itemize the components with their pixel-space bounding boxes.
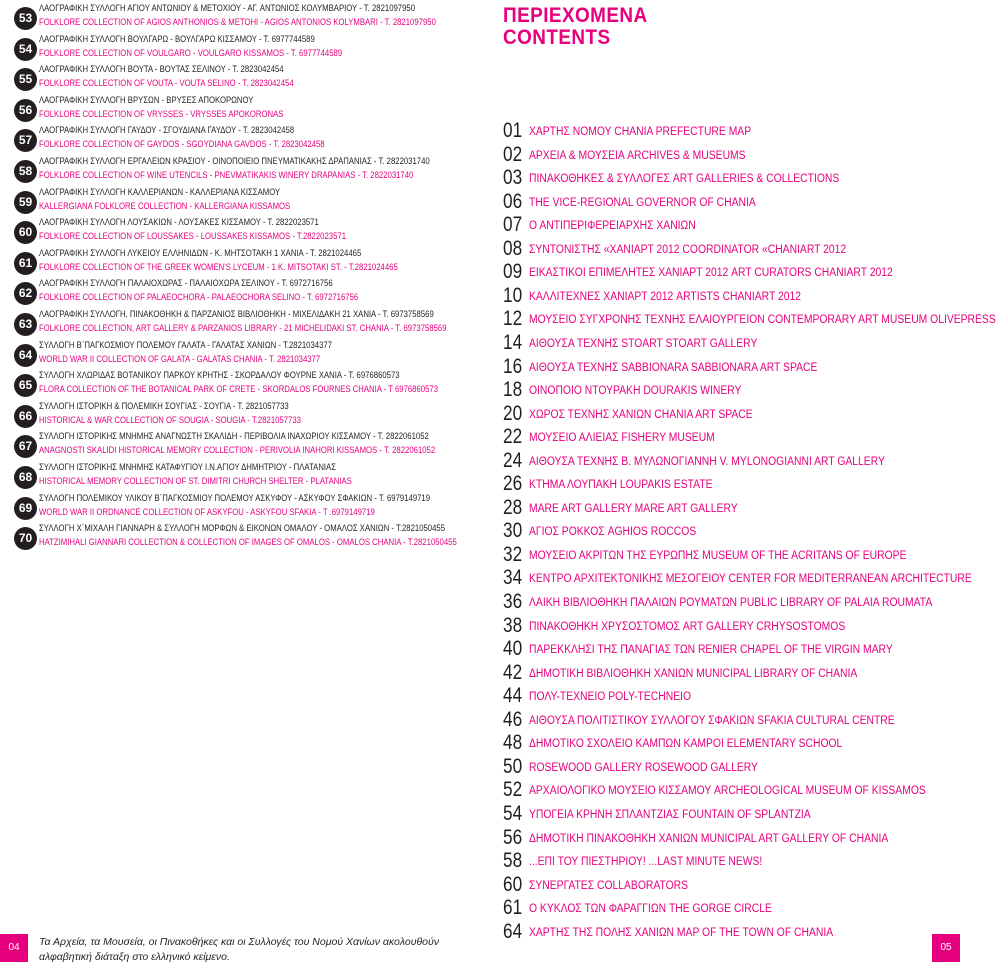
toc-title [529,809,811,822]
toc-title [529,903,772,916]
entry-english-text: FOLKLORE COLLECTION OF GAYDOS - SGOYDIANA GAVDOS - T. 2823042458 [39,139,325,150]
entry-greek-text: ΛΑΟΓΡΑΦΙΚΗ ΣΥΛΛΟΓΗ ΛΥΚΕΙΟΥ ΕΛΛΗΝΙΔΩΝ - Κ. ΜΗΤΣΟΤΑΚΗ 1 ΧΑΝΙΑ - Τ. 2821024465 [39,247,362,258]
toc-title-english: KAMPOI ELEMENTARY SCHOOL [683,738,843,751]
entry-number-badge: 67 [14,435,37,458]
toc-title-greek: ΧΩΡΟΣ ΤΕΧΝΗΣ ΧΑΝΙΩΝ [529,408,652,421]
entry-number-badge: 63 [14,313,37,336]
toc-title-english: PUBLIC LIBRARY OF PALAIA ROUMATA [739,597,933,609]
toc-title-greek: ΠΑΡΕΚΚΛΗΣΙ ΤΗΣ ΠΑΝΑΓΙΑΣ ΤΩΝ RENIER [529,644,738,657]
toc-title-english: FOUNTAIN OF SPLANTZIA [682,808,811,821]
entry-greek-text: ΛΑΟΓΡΑΦΙΚΗ ΣΥΛΛΟΓΗ ΛΟΥΣΑΚΙΩΝ - ΛΟΥΣΑΚΕΣ ΚΙΣΣΑΜΟΥ - Τ. 2822023571 [39,217,319,228]
toc-title [529,267,893,280]
toc-page-number: 12 [503,307,523,331]
toc-page-number: 36 [503,590,523,613]
entry-number-badge: 60 [14,221,37,244]
footnote-line-1: Τα Αρχεία, τα Μουσεία, οι Πινακοθήκες και οι Συλλογές του Νομού Χανίων ακολουθούν [39,936,440,948]
toc-title-greek: ΑΓΙΟΣ ΡΟΚΚΟΣ [529,526,605,539]
toc-title-greek: ΑΙΘΟΥΣΑ ΤΕΧΝΗΣ STOART [529,337,663,350]
toc-page-number: 06 [503,189,523,213]
entry-english-text: FLORA COLLECTION OF THE BOTANICAL PARK OF CRETE - SKORDALOS FOURNES CHANIA - T 6976860573 [39,384,439,395]
toc-page-number: 48 [503,731,523,755]
toc-page-number: 02 [503,142,523,166]
toc-title [529,291,801,304]
toc-title [529,550,906,563]
footnote [39,935,459,965]
toc-title-greek: ΚΑΛΛΙΤΕΧΝΕΣ ΧΑΝΙΑΡΤ 2012 [529,290,674,303]
entry-greek-text: ΣΥΛΛΟΓΗ ΙΣΤΟΡΙΚΗ & ΠΟΛΕΜΙΚΗ ΣΟΥΓΙΑΣ - ΣΟΥΓΙΑ - Τ. 2821057733 [39,400,289,411]
toc-title-english: ART GALLERIES & COLLECTIONS [672,173,840,186]
toc-title-english: CENTER FOR MEDITERRANEAN ARCHITECTURE [728,573,972,586]
toc-title-greek: ΑΡΧΕΙΑ & ΜΟΥΣΕΙΑ [529,149,625,162]
toc-title-greek: ΑΙΘΟΥΣΑ ΤΕΧΝΗΣ SABBIONARA [529,361,688,374]
toc-title-greek: ΛΑΪΚΗ ΒΙΒΛΙΟΘΗΚΗ ΠΑΛΑΙΩΝ ΡΟΥΜΑΤΩΝ [529,597,738,609]
entry-greek-text: ΣΥΛΛΟΓΗ ΙΣΤΟΡΙΚΗΣ ΜΝΗΜΗΣ ΚΑΤΑΦΥΓΙΟΥ Ι.Ν.ΑΓΙΟΥ ΔΗΜΗΤΡΙΟΥ - ΠΛΑΤΑΝΙΑΣ [39,462,337,472]
toc-title-greek: ΑΙΘΟΥΣΑ ΤΕΧΝΗΣ Β. ΜΥΛΩΝΟΓΙΑΝΝΗ [529,455,717,468]
toc-title [529,126,751,139]
entry-greek-text: ΣΥΛΛΟΓΗ Χ΄ΜΙΧΑΛΗ ΓΙΑΝΝΑΡΗ & ΣΥΛΛΟΓΗ ΜΟΡΦΩΝ & ΕΙΚΟΝΩΝ ΟΜΑΛΟΥ - ΟΜΑΛΟΣ ΧΑΝΙΩΝ - Τ.2821050455 [39,523,446,534]
toc-title [529,762,758,775]
toc-page-number: 10 [503,283,523,307]
entry-number-badge: 62 [14,282,37,305]
entry-greek-text: ΛΑΟΓΡΑΦΙΚΗ ΣΥΛΛΟΓΗ ΒΟΥΤΑ - ΒΟΥΤΑΣ ΣΕΛΙΝΟΥ - Τ. 2823042454 [39,64,284,75]
toc-page-number: 30 [503,519,523,543]
entry-number-badge: 66 [14,405,37,428]
toc-page-number: 58 [503,849,523,873]
entry-english-text: KALLERGIANA FOLKLORE COLLECTION - KALLERGIANA KISSAMOS [39,200,291,211]
entry-english-text: FOLKLORE COLLECTION OF THE GREEK WOMEN'S LYCEUM - 1 K. MITSOTAKI ST. - T.2821024465 [39,261,398,272]
entry-english-text: FOLKLORE COLLECTION OF VOUTA - VOUTA SELINO - T. 2823042454 [39,78,294,89]
toc-title [529,785,926,798]
entry-greek-text: ΣΥΛΛΟΓΗ ΠΟΛΕΜΙΚΟΥ ΥΛΙΚΟΥ Β΄ΠΑΓΚΟΣΜΙΟΥ ΠΟΛΕΜΟΥ ΑΣΚΥΦΟΥ - ΑΣΚΥΦΟΥ ΣΦΑΚΙΩΝ - Τ. 6979149719 [39,492,431,503]
toc-page-number: 01 [503,119,523,142]
toc-title [529,173,839,186]
toc-title-greek: ΠΟΛΥ-ΤΕΧΝΕΙΟ [529,691,606,704]
toc-title [529,738,842,751]
toc-title-english: ARTISTS CHANIART 2012 [676,290,802,303]
entry-english-text: HISTORICAL MEMORY COLLECTION OF ST. DIMITRI CHURCH SHELTER - PLATANIAS [39,476,352,486]
toc-title-english: CHAPEL OF THE VIRGIN MARY [739,644,893,657]
toc-page-number: 18 [503,378,523,402]
toc-title [529,362,817,375]
entry-number-badge: 65 [14,374,37,397]
footnote-line-2: αλφαβητική διάταξη στο ελληνικό κείμενο. [39,951,230,963]
entry-english-text: HATZIMIHALI GIANNARI COLLECTION & COLLECTION OF IMAGES OF OMALOS - OMALOS CHANIA - T.2821050455 [39,537,457,548]
entry-number-badge: 61 [14,252,37,275]
entry-greek-text: ΣΥΛΛΟΓΗ ΙΣΤΟΡΙΚΗΣ ΜΝΗΜΗΣ ΑΝΑΓΝΩΣΤΗ ΣΚΑΛΙΔΗ - ΠΕΡΙΒΟΛΙΑ ΙΝΑΧΩΡΙΟΥ ΚΙΣΣΑΜΟΥ - Τ. 2822061052 [39,431,429,442]
toc-title-greek: ΣΥΝΕΡΓΑΤΕΣ [529,879,595,892]
title-greek: ΠΕΡΙΕΧΟΜΕΝΑ [503,4,648,27]
entry-english-text: FOLKLORE COLLECTION OF VOULGARO - VOULGARO KISSAMOS - T. 6977744589 [39,47,343,58]
toc-title [529,150,746,163]
entry-english-text: FOLKLORE COLLECTION OF AGIOS ANTHONIOS & METOHI - AGIOS ANTONIOS KOLYMBARI - T. 2821097950 [39,17,436,27]
toc-page-number: 08 [503,236,523,260]
toc-page-number: 28 [503,495,523,519]
toc-page-number: 46 [503,707,523,731]
toc-title-english: THE GORGE CIRCLE [668,903,772,916]
toc-page-number: 32 [503,542,523,566]
toc-title-greek: MARE ART GALLERY [529,502,632,515]
toc-title-greek: ΑΡΧΑΙΟΛΟΓΙΚΟ ΜΟΥΣΕΙΟ ΚΙΣΣΑΜΟΥ [529,785,712,798]
entry-number-badge: 53 [14,7,37,30]
toc-title-greek: ΧΑΡΤΗΣ ΤΗΣ ΠΟΛΗΣ ΧΑΝΙΩΝ [529,926,675,939]
toc-title-english: ...LAST MINUTE NEWS! [648,856,763,869]
toc-page-number: 22 [503,425,523,449]
toc-title-english: V. MYLONOGIANNI ART GALLERY [719,455,885,468]
toc-page-number: 56 [503,825,523,849]
entry-number-badge: 69 [14,497,37,520]
toc-title-greek: ΜΟΥΣΕΙΟ ΑΛΙΕΙΑΣ [529,432,619,445]
entry-english-text: FOLKLORE COLLECTION OF LOUSSAKES - LOUSSAKES KISSAMOS - T.2822023571 [39,231,347,242]
toc-title-english: SABBIONARA ART SPACE [690,361,818,374]
toc-title-english: CHANIA PREFECTURE MAP [614,126,752,138]
toc-title [529,338,757,351]
toc-title-english: LOUPAKIS ESTATE [619,479,713,492]
entry-english-text: ANAGNOSTI SKALIDI HISTORICAL MEMORY COLLECTION - PERIVOLIA INAHORI KISSAMOS - T. 2822061052 [39,445,436,456]
toc-title-english: COORDINATOR «CHANIART 2012 [682,243,847,256]
toc-title-greek: ΜΟΥΣΕΙΟ ΣΥΓΧΡΟΝΗΣ ΤΕΧΝΗΣ ΕΛΑΙΟΥΡΓΕΙΟΝ [529,314,765,327]
toc-title-greek: ΚΤΗΜΑ ΛΟΥΠΑΚΗ [529,479,618,492]
entry-english-text: FOLKLORE COLLECTION OF PALAEOCHORA - PALAEOCHORA SELINO - T. 6972716756 [39,292,359,303]
entry-number-badge: 55 [14,68,37,91]
toc-title-greek: Ο ΚΥΚΛΟΣ ΤΩΝ ΦΑΡΑΓΓΙΩΝ [529,903,667,916]
entry-greek-text: ΣΥΛΛΟΓΗ Β΄ΠΑΓΚΟΣΜΙΟΥ ΠΟΛΕΜΟΥ ΓΑΛΑΤΑ - ΓΑΛΑΤΑΣ ΧΑΝΙΩΝ - Τ.2821034377 [39,339,333,350]
toc-page-number: 07 [503,213,523,237]
toc-title-english: COLLABORATORS [596,879,689,892]
toc-title-english: AGHIOS ROCCOS [607,526,697,539]
toc-page-number: 14 [503,330,523,354]
toc-page-number: 34 [503,566,523,590]
toc-title [529,526,696,539]
toc-title-greek: ΜΟΥΣΕΙΟ ΑΚΡΙΤΩΝ ΤΗΣ ΕΥΡΩΠΗΣ [529,549,700,562]
toc-page-number: 52 [503,778,523,802]
toc-title [529,197,756,210]
toc-page-number: 16 [503,354,523,378]
entry-number-badge: 64 [14,344,37,367]
toc-title-greek: ΠΙΝΑΚΟΘΗΚΕΣ & ΣΥΛΛΟΓΕΣ [529,173,670,186]
entry-greek-text: ΛΑΟΓΡΑΦΙΚΗ ΣΥΛΛΟΓΗ, ΠΙΝΑΚΟΘΗΚΗ & ΠΑΡΖΑΝΙΟΣ ΒΙΒΛΙΟΘΗΚΗ - ΜΙΧΕΛΙΔΑΚΗ 21 ΧΑΝΙΑ - Τ. 6973758569 [39,309,434,319]
toc-title [529,220,696,233]
toc-title-greek: ΥΠΟΓΕΙΑ ΚΡΗΝΗ ΣΠΛΑΝΤΖΙΑΣ [529,808,680,821]
entry-english-text: WORLD WAR II ORDNANCE COLLECTION OF ASKYFOU - ASKYFOU SFAKIA - T .6979149719 [39,506,375,517]
toc-title [529,927,833,940]
entry-number-badge: 59 [14,191,37,214]
entry-english-text: HISTORICAL & WAR COLLECTION OF SOUGIA - SOUGIA - T.2821057733 [39,414,301,425]
entry-english-text: FOLKLORE COLLECTION OF VRYSSES - VRYSSES APOKORONAS [39,108,284,119]
toc-title-english: MUSEUM OF THE ACRITANS OF EUROPE [702,549,907,562]
entry-english-text: FOLKLORE COLLECTION OF WINE UTENCILS - PNEVMATIKAKIS WINERY DRAPANIAS - T. 2822031740 [39,170,414,180]
toc-page-number: 24 [503,448,523,472]
toc-page-number: 40 [503,637,523,661]
entry-greek-text: ΣΥΛΛΟΓΗ ΧΛΩΡΙΔΑΣ ΒΟΤΑΝΙΚΟΥ ΠΑΡΚΟΥ ΚΡΗΤΗΣ - ΣΚΟΡΔΑΛΟΥ ΦΟΥΡΝΕ ΧΑΝΙΑ - Τ. 6976860573 [39,370,400,381]
toc-title-greek: ΠΙΝΑΚΟΘΗΚΗ ΧΡΥΣΟΣΤΟΜΟΣ [529,620,680,633]
entry-greek-text: ΛΑΟΓΡΑΦΙΚΗ ΣΥΛΛΟΓΗ ΒΡΥΣΩΝ - ΒΡΥΣΕΣ ΑΠΟΚΟΡΩΝΟΥ [39,94,254,105]
toc-title-english: CONTEMPORARY ART MUSEUM OLIVEPRESS [767,314,996,327]
toc-page-number: 26 [503,472,523,496]
toc-title-english: CHANIA ART SPACE [654,408,753,421]
toc-title-english: ROSEWOOD GALLERY [644,761,758,774]
entry-english-text: WORLD WAR II COLLECTION OF GALATA - GALATAS CHANIA - T. 2821034377 [39,353,321,364]
toc-title-english: ART CURATORS CHANIART 2012 [731,267,893,280]
toc-title-english: POLY-TECHNEIO [608,691,692,704]
toc-title-greek: THE VICE-REGIONAL GOVERNOR OF CHANIA [529,196,756,209]
toc-title-greek: ΚΕΝΤΡΟ ΑΡΧΙΤΕΚΤΟΝΙΚΗΣ ΜΕΣΟΓΕΙΟΥ [529,573,726,586]
toc-title [529,715,895,728]
toc-page-number: 09 [503,260,523,284]
toc-title [529,314,996,327]
entry-number-badge: 54 [14,38,37,61]
toc-title-english: MUNICIPAL LIBRARY OF CHANIA [696,667,858,680]
toc-page-number: 50 [503,754,523,778]
toc-title-english: DOURAKIS WINERY [643,385,742,398]
entry-number-badge: 70 [14,527,37,550]
toc-page-number: 42 [503,660,523,684]
page-number-left: 04 [0,934,28,962]
toc-title-greek: Ο ΑΝΤΙΠΕΡΙΦΕΡΕΙΑΡΧΗΣ ΧΑΝΙΩΝ [529,220,696,233]
toc-title [529,880,688,893]
toc-title-english: ARCHIVES & MUSEUMS [627,149,746,162]
toc-page-number: 64 [503,919,523,943]
toc-page-number: 60 [503,872,523,896]
entry-number-badge: 57 [14,129,37,152]
toc-title-english: MAP OF THE TOWN OF CHANIA [676,926,834,939]
toc-title [529,432,715,445]
toc-page-number: 44 [503,684,523,708]
toc-title-english: MUNICIPAL ART GALLERY OF CHANIA [700,832,889,845]
toc-title-english: MARE ART GALLERY [634,502,738,515]
toc-title-english: FISHERY MUSEUM [621,432,715,445]
entry-number-badge: 68 [14,466,37,489]
toc-title-greek: ΕΙΚΑΣΤΙΚΟΙ ΕΠΙΜΕΛΗΤΕΣ ΧΑΝΙΑΡΤ 2012 [529,267,729,280]
entry-number-badge: 56 [14,99,37,122]
toc-title-greek: ΔΗΜΟΤΙΚΗ ΒΙΒΛΙΟΘΗΚΗ ΧΑΝΙΩΝ [529,667,694,680]
toc-title [529,621,845,634]
toc-title [529,644,893,657]
entry-number-badge: 58 [14,160,37,183]
toc-title-greek: ΣΥΝΤΟΝΙΣΤΗΣ «ΧΑΝΙΑΡΤ 2012 [529,243,680,256]
toc-title-greek: ...ΕΠΙ ΤΟΥ ΠΙΕΣΤΗΡΙΟΥ! [529,856,646,869]
toc-page-number: 54 [503,801,523,825]
toc-title-greek: ΟΙΝΟΠΟΙΟ ΝΤΟΥΡΑΚΗ [529,385,641,398]
toc-title [529,456,885,469]
toc-title-greek: ΧΑΡΤΗΣ ΝΟΜΟΥ [529,126,612,138]
toc-title [529,479,713,492]
toc-title [529,668,857,681]
toc-title-greek: ROSEWOOD GALLERY [529,761,642,774]
toc-title [529,833,888,846]
entry-greek-text: ΛΑΟΓΡΑΦΙΚΗ ΣΥΛΛΟΓΗ ΕΡΓΑΛΕΙΩΝ ΚΡΑΣΙΟΥ - ΟΙΝΟΠΟΙΕΙΟ ΠΝΕΥΜΑΤΙΚΑΚΗΣ ΔΡΑΠΑΝΙΑΣ - Τ. 2822031740 [39,156,430,166]
toc-title [529,503,738,516]
toc-title-greek: ΔΗΜΟΤΙΚΗ ΠΙΝΑΚΟΘΗΚΗ ΧΑΝΙΩΝ [529,832,699,845]
toc-title [529,385,741,398]
entry-greek-text: ΛΑΟΓΡΑΦΙΚΗ ΣΥΛΛΟΓΗ ΠΑΛΑΙΟΧΩΡΑΣ - ΠΑΛΑΙΟΧΩΡΑ ΣΕΛΙΝΟΥ - Τ. 6972716756 [39,278,333,289]
toc-title-english: ARCHEOLOGICAL MUSEUM OF KISSAMOS [713,785,926,798]
toc-title [529,409,753,422]
toc-page-number: 61 [503,896,523,920]
page-number-right: 05 [932,934,960,962]
toc-title [529,856,762,869]
toc-title-greek: ΔΗΜΟΤΙΚΟ ΣΧΟΛΕΙΟ ΚΑΜΠΩΝ [529,738,681,751]
title-english: CONTENTS [503,26,611,49]
toc-title [529,573,972,586]
entry-greek-text: ΛΑΟΓΡΑΦΙΚΗ ΣΥΛΛΟΓΗ ΒΟΥΛΓΑΡΩ - ΒΟΥΛΓΑΡΩ ΚΙΣΣΑΜΟΥ - Τ. 6977744589 [39,33,315,44]
toc-title-greek: ΑΙΘΟΥΣΑ ΠΟΛΙΤΙΣΤΙΚΟΥ ΣΥΛΛΟΓΟΥ ΣΦΑΚΙΩΝ [529,714,755,727]
toc-title-english: STOART GALLERY [665,337,758,350]
toc-title-english: SFAKIA CULTURAL CENTRE [757,714,895,727]
toc-title [529,691,691,704]
entry-english-text: FOLKLORE COLLECTION, ART GALLERY & PARZANIOS LIBRARY - 21 MICHELIDAKI ST. CHANIA - T. 6973758569 [39,323,447,333]
toc-page-number: 38 [503,613,523,637]
toc-title-english: ART GALLERY CRHYSOSTOMOS [682,620,846,633]
toc-title [529,244,846,257]
entry-greek-text: ΛΑΟΓΡΑΦΙΚΗ ΣΥΛΛΟΓΗ ΓΑΥΔΟΥ - ΣΓΟΥΔΙΑΝΑ ΓΑΥΔΟΥ - Τ. 2823042458 [39,125,295,136]
entry-greek-text: ΛΑΟΓΡΑΦΙΚΗ ΣΥΛΛΟΓΗ ΚΑΛΛΕΡΙΑΝΩΝ - ΚΑΛΛΕΡΙΑΝΑ ΚΙΣΣΑΜΟΥ [39,186,281,197]
toc-page-number: 20 [503,401,523,425]
entry-greek-text: ΛΑΟΓΡΑΦΙΚΗ ΣΥΛΛΟΓΗ ΑΓΙΟΥ ΑΝΤΩΝΙΟΥ & ΜΕΤΟΧΙΟΥ - ΑΓ. ΑΝΤΩΝΙΟΣ ΚΟΛΥΜΒΑΡΙΟΥ - Τ. 2821097950 [39,3,416,13]
contents-title [503,5,648,49]
toc-title [529,597,932,610]
toc-page-number: 03 [503,166,523,190]
